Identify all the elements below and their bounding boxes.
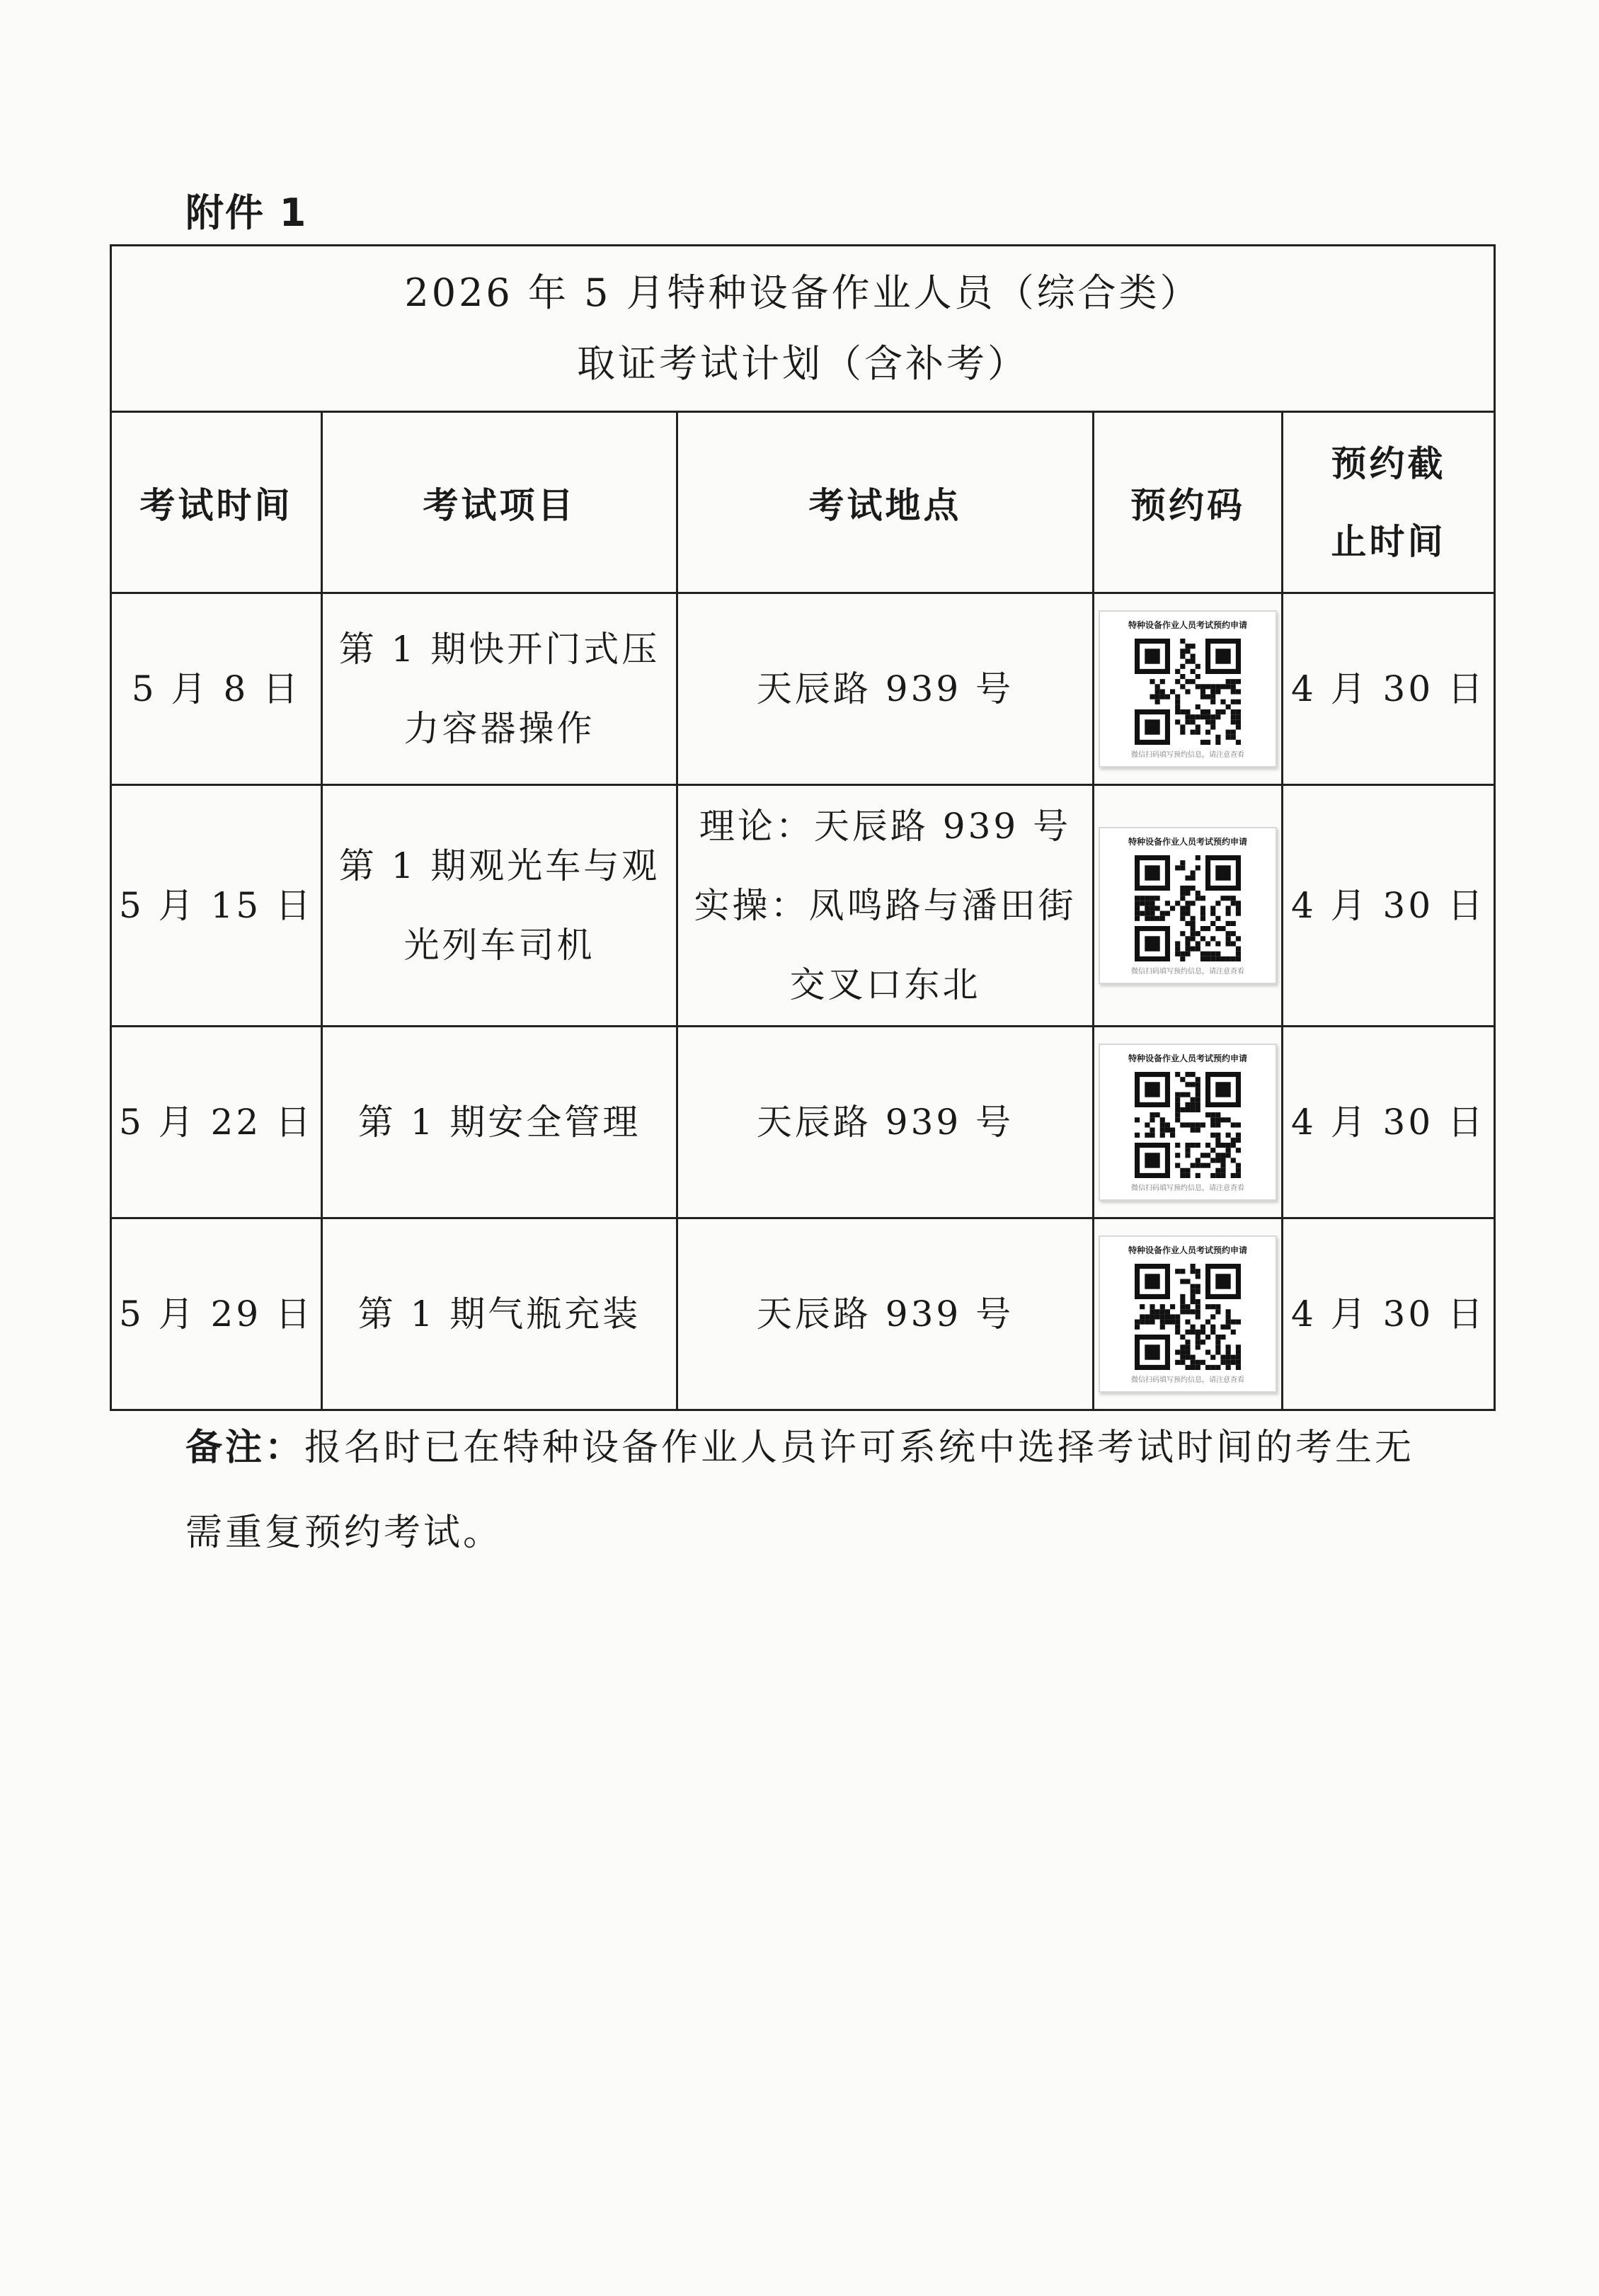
exam-item: 第 1 期气瓶充装: [322, 1218, 677, 1410]
attachment-label: 附件 1: [185, 190, 308, 235]
exam-location: 天辰路 939 号: [677, 1027, 1094, 1218]
header-item: 考试项目: [322, 412, 677, 593]
header-deadline-line-2: 止时间: [1331, 520, 1446, 562]
table-row: [111, 1027, 1495, 1218]
header-qr: 预约码: [1094, 412, 1283, 593]
booking-deadline: 4 月 30 日: [1283, 1218, 1495, 1410]
exam-time: 5 月 8 日: [111, 593, 322, 785]
exam-time: 5 月 15 日: [111, 785, 322, 1027]
booking-deadline: 4 月 30 日: [1283, 593, 1495, 785]
qr-code-icon[interactable]: [1135, 639, 1241, 745]
note-label: 备注：: [185, 1427, 305, 1469]
qr-code-icon[interactable]: [1135, 1072, 1241, 1178]
exam-time: 5 月 29 日: [111, 1218, 322, 1410]
table-title-line-1: 2026 年 5 月特种设备作业人员（综合类）: [404, 270, 1201, 315]
qr-title: 特种设备作业人员考试预约申请: [1128, 837, 1247, 847]
exam-plan-table: [110, 244, 1496, 1411]
exam-location: [677, 785, 1094, 1027]
exam-item: [322, 593, 677, 785]
qr-code-icon[interactable]: [1135, 1264, 1241, 1370]
table-row: [111, 1218, 1495, 1410]
qr-title: 特种设备作业人员考试预约申请: [1128, 620, 1247, 630]
qr-title: 特种设备作业人员考试预约申请: [1128, 1053, 1247, 1063]
exam-item-line: 第 1 期观光车与观: [338, 845, 660, 886]
booking-deadline: 4 月 30 日: [1283, 1027, 1495, 1218]
exam-item-line: 第 1 期快开门式压: [338, 629, 660, 670]
qr-cell: [1094, 1218, 1283, 1410]
table-row: [111, 593, 1495, 785]
qr-card[interactable]: [1099, 1044, 1277, 1201]
table-row: [111, 785, 1495, 1027]
qr-card[interactable]: [1099, 1235, 1277, 1393]
exam-location: 天辰路 939 号: [677, 1218, 1094, 1410]
exam-time: 5 月 22 日: [111, 1027, 322, 1218]
exam-item-line: 力容器操作: [403, 708, 595, 749]
qr-code-icon[interactable]: [1135, 855, 1241, 961]
qr-footer: 微信扫码填写预约信息，请注意查看: [1131, 1376, 1244, 1384]
exam-item: 第 1 期安全管理: [322, 1027, 677, 1218]
booking-deadline: 4 月 30 日: [1283, 785, 1495, 1027]
header-time: 考试时间: [111, 412, 322, 593]
qr-footer: 微信扫码填写预约信息，请注意查看: [1131, 1184, 1244, 1192]
qr-title: 特种设备作业人员考试预约申请: [1128, 1245, 1247, 1255]
qr-card[interactable]: [1099, 827, 1277, 984]
qr-cell: [1094, 593, 1283, 785]
header-deadline-line-1: 预约截: [1331, 442, 1446, 484]
table-title: [111, 246, 1495, 412]
header-deadline: [1283, 412, 1495, 593]
note-text: 报名时已在特种设备作业人员许可系统中选择考试时间的考生无需重复预约考试。: [185, 1427, 1415, 1554]
header-location: 考试地点: [677, 412, 1094, 593]
exam-location-line: 实操：凤鸣路与潘田街: [694, 885, 1077, 926]
table-title-line-2: 取证考试计划（含补考）: [577, 341, 1028, 386]
qr-cell: [1094, 1027, 1283, 1218]
note: [185, 1405, 1445, 1575]
qr-footer: 微信扫码填写预约信息，请注意查看: [1131, 968, 1244, 976]
exam-location: 天辰路 939 号: [677, 593, 1094, 785]
qr-footer: 微信扫码填写预约信息，请注意查看: [1131, 751, 1244, 759]
exam-location-line: 交叉口东北: [789, 964, 981, 1005]
exam-location-line: 理论：天辰路 939 号: [699, 806, 1072, 847]
header-row: [111, 412, 1495, 593]
qr-cell: [1094, 785, 1283, 1027]
exam-item-line: 光列车司机: [403, 925, 595, 966]
qr-card[interactable]: [1099, 610, 1277, 767]
exam-item: [322, 785, 677, 1027]
